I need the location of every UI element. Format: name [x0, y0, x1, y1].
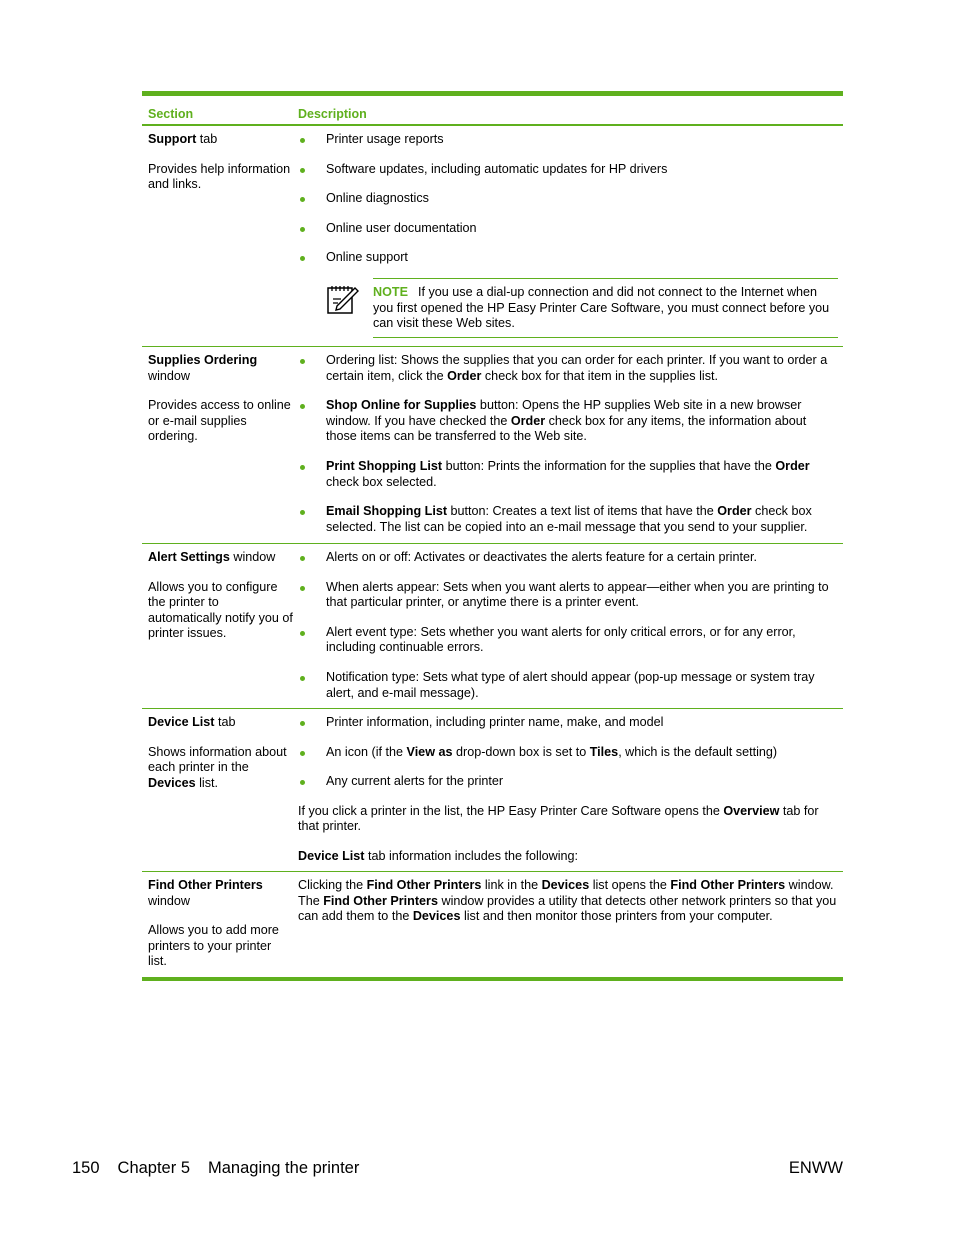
- note-bottom-rule: [373, 337, 838, 338]
- list-item: [298, 162, 838, 178]
- description-cell: [298, 878, 838, 939]
- desc-text: list.: [195, 775, 219, 790]
- description-cell: [298, 132, 838, 338]
- note-text: [373, 285, 838, 332]
- bullet-icon: [300, 721, 305, 726]
- list-item: [298, 398, 838, 445]
- header-description: Description: [298, 107, 367, 121]
- section-cell: [148, 550, 293, 656]
- note-box: [326, 278, 838, 338]
- para-text: list and then monitor those printers from your computer.: [460, 909, 773, 924]
- para-text: window. The: [298, 878, 834, 908]
- section-desc: Provides help information and links.: [148, 161, 291, 192]
- list-item-text: Online support: [326, 250, 408, 265]
- table-row-find-printers: [142, 872, 843, 977]
- list-item-text: Software updates, including automatic updates for HP drivers: [326, 161, 668, 176]
- section-title-suffix: window: [229, 550, 276, 564]
- list-item: [298, 774, 838, 790]
- para-text: tab for that printer.: [298, 803, 819, 834]
- bullet-icon: [300, 197, 305, 202]
- bullet-icon: [300, 586, 305, 591]
- list-item-text: Notification type: Sets what type of alert should appear (pop-up message or system tray alert, and e-mail message).: [326, 669, 815, 700]
- list-item-text: Printer information, including printer name, make, and model: [326, 715, 664, 729]
- list-item: [298, 580, 838, 611]
- section-desc: Allows you to configure the printer to automatically notify you of printer issues.: [148, 579, 293, 641]
- list-item: [298, 745, 838, 761]
- table-header: [142, 96, 843, 126]
- bullet-icon: [300, 359, 305, 364]
- para-text: list opens the: [589, 878, 671, 892]
- list-item-text: button: Prints the information for the supplies that have the: [442, 458, 776, 473]
- bullet-icon: [300, 780, 305, 785]
- section-title-suffix: window: [148, 368, 190, 383]
- para-text: link in the: [481, 878, 542, 892]
- para-text: window provides a utility that detects other network printers so that you can add them to the: [298, 893, 837, 924]
- para-bold: Find Other Printers: [323, 893, 438, 908]
- list-item-text: Ordering list: Shows the supplies that you can order for each printer. If you want to order a certain item, click the: [326, 353, 828, 383]
- section-title: Device List: [148, 715, 215, 729]
- header-section: Section: [148, 107, 194, 121]
- section-cell: [148, 132, 293, 207]
- list-item-text: check box selected.: [326, 474, 437, 489]
- list-item-text: When alerts appear: Sets when you want alerts to appear—either when you are printing to that particular printer, or anytime there is a printer event.: [326, 579, 829, 610]
- section-desc: [148, 745, 293, 792]
- para-bold: Overview: [723, 803, 780, 818]
- page-footer-left: [72, 1159, 377, 1178]
- desc-text: Shows information about each printer in the: [148, 744, 287, 775]
- para-bold: Devices: [412, 909, 461, 924]
- note-label: NOTE: [373, 284, 408, 299]
- section-cell: [148, 878, 293, 984]
- description-cell: [298, 353, 838, 549]
- para-text: Clicking the: [298, 878, 367, 892]
- list-item-text: An icon (if the: [326, 744, 407, 759]
- list-item-text: check box selected. The list can be copied into an e-mail message that you send to your supplier.: [326, 504, 812, 534]
- list-item-text: check box for any items, the information about those items can be transferred to the Web site.: [326, 413, 807, 444]
- description-cell: [298, 715, 838, 879]
- section-title-suffix: window: [148, 893, 190, 908]
- list-item: [298, 715, 838, 731]
- bullet-icon: [300, 404, 305, 409]
- list-item-bold: Order: [447, 368, 482, 383]
- list-item: [298, 353, 838, 384]
- list-item: [298, 191, 838, 207]
- note-body: If you use a dial-up connection and did not connect to the Internet when you first opened the HP Easy Printer Care Software, you must connect before you can visit these Web sites.: [373, 284, 830, 331]
- bullet-icon: [300, 556, 305, 561]
- list-item-bold: Print Shopping List: [326, 458, 443, 473]
- page-footer-right: ENWW: [788, 1159, 843, 1177]
- list-item: [298, 504, 838, 535]
- paragraph: [298, 878, 838, 925]
- list-item-bold: Order: [775, 458, 810, 473]
- bullet-icon: [300, 631, 305, 636]
- list-item-text: Printer usage reports: [326, 132, 444, 146]
- list-item: [298, 132, 838, 148]
- table-row-alert: [142, 544, 843, 709]
- section-desc: Allows you to add more printers to your printer list.: [148, 923, 279, 969]
- bullet-icon: [300, 256, 305, 261]
- bullet-icon: [300, 510, 305, 515]
- para-bold: Devices: [541, 878, 590, 892]
- section-cell: [148, 353, 293, 459]
- list-item: [298, 550, 838, 566]
- bullet-icon: [300, 168, 305, 173]
- paragraph: [298, 804, 838, 835]
- list-item-text: check box for that item in the supplies list.: [481, 368, 718, 383]
- list-item-text: Online diagnostics: [326, 191, 429, 206]
- section-title: Supplies Ordering: [148, 353, 258, 367]
- list-item: [298, 221, 838, 237]
- list-item: [298, 459, 838, 490]
- chapter-title: Managing the printer: [208, 1159, 360, 1177]
- list-item-text: Alert event type: Sets whether you want alerts for only critical errors, or for any error, including continuable errors.: [326, 624, 796, 655]
- list-item-bold: Tiles: [589, 744, 619, 759]
- para-bold: Find Other Printers: [366, 878, 482, 892]
- bullet-icon: [300, 751, 305, 756]
- para-text: If you click a printer in the list, the HP Easy Printer Care Software opens the: [298, 803, 724, 818]
- list-item-bold: Order: [717, 504, 752, 519]
- para-text: tab information includes the following:: [364, 848, 579, 863]
- list-item-text: button: Opens the HP supplies Web site in a new browser window. If you have checked the: [326, 398, 802, 428]
- list-item-text: drop-down box is set to: [452, 744, 590, 759]
- desc-bold: Devices: [148, 775, 196, 790]
- section-title: Find Other Printers: [148, 878, 263, 892]
- list-item-text: Any current alerts for the printer: [326, 774, 504, 789]
- list-item: [298, 250, 838, 266]
- table-row-support: [142, 126, 843, 347]
- section-cell: [148, 715, 293, 805]
- list-item-bold: Email Shopping List: [326, 504, 448, 519]
- list-item-text: Online user documentation: [326, 220, 477, 235]
- list-item-bold: View as: [406, 744, 453, 759]
- note-top-rule: [373, 278, 838, 279]
- description-cell: [298, 550, 838, 715]
- table-row-device-list: [142, 709, 843, 872]
- bullet-icon: [300, 465, 305, 470]
- list-item: [298, 625, 838, 656]
- note-pad-pencil-icon: [326, 282, 360, 316]
- list-item: [298, 670, 838, 701]
- page-number: 150: [72, 1159, 100, 1177]
- section-title-suffix: tab: [196, 132, 218, 146]
- table-row-supplies: [142, 347, 843, 544]
- list-item-bold: Shop Online for Supplies: [326, 398, 477, 413]
- chapter-label: Chapter 5: [117, 1159, 190, 1177]
- bullet-icon: [300, 676, 305, 681]
- bullet-icon: [300, 138, 305, 143]
- paragraph: [298, 849, 838, 865]
- list-item-text: button: Creates a text list of items that have the: [447, 504, 718, 519]
- list-item-text: , which is the default setting): [618, 744, 778, 759]
- list-item-bold: Order: [510, 413, 546, 428]
- feature-table: [142, 91, 843, 981]
- section-desc: Provides access to online or e-mail supplies ordering.: [148, 398, 291, 444]
- section-title: Alert Settings: [148, 550, 230, 564]
- bullet-icon: [300, 227, 305, 232]
- section-title-suffix: tab: [214, 715, 236, 729]
- para-bold: Device List: [298, 848, 365, 863]
- section-title: Support: [148, 132, 197, 146]
- list-item-text: Alerts on or off: Activates or deactivates the alerts feature for a certain printer.: [326, 550, 757, 564]
- para-bold: Find Other Printers: [670, 878, 786, 892]
